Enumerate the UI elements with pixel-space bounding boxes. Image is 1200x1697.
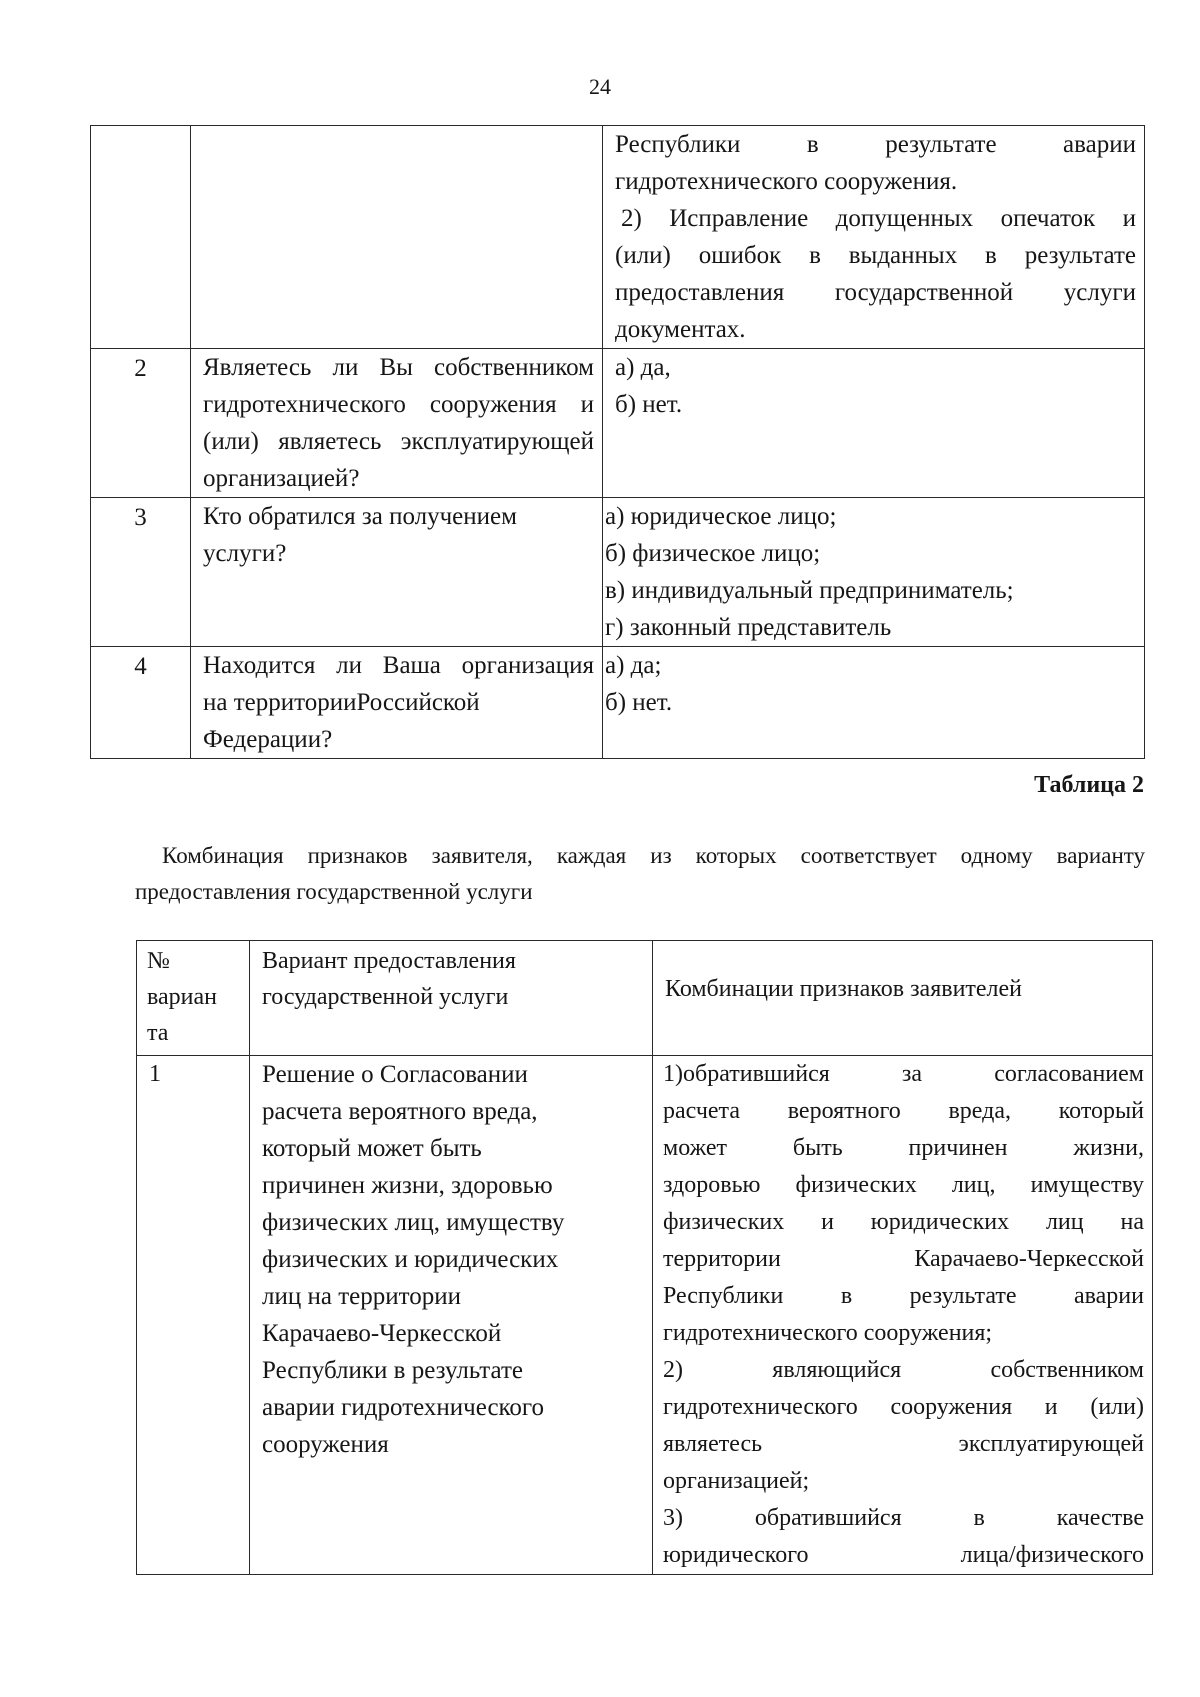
- question-line: организацией?: [203, 465, 360, 492]
- answer-line: (или) ошибок в выданных в результате: [615, 242, 1136, 269]
- variant-line: который может быть: [262, 1135, 482, 1162]
- combination-line: юридического лица/физического: [663, 1542, 1144, 1568]
- question-line: (или) являетесь эксплуатирующей: [203, 428, 594, 455]
- table-cell-answer: [603, 498, 1145, 647]
- questions-table: [90, 125, 1145, 759]
- table-cell-question: [191, 647, 603, 759]
- table-cell-number: 3: [91, 498, 191, 647]
- variant-line: расчета вероятного вреда,: [262, 1098, 538, 1125]
- question-line: Кто обратился за получением: [203, 503, 517, 530]
- answer-line: в) индивидуальный предприниматель;: [605, 577, 1014, 604]
- header-combination: Комбинации признаков заявителей: [653, 941, 1153, 1056]
- variant-line: причинен жизни, здоровью: [262, 1172, 553, 1199]
- table-title-line: предоставления государственной услуги: [135, 879, 533, 904]
- question-line: гидротехнического сооружения и: [203, 391, 594, 418]
- combination-line: 1)обратившийся за согласованием: [663, 1061, 1144, 1087]
- header-line: Вариант предоставления: [262, 948, 516, 974]
- answer-line: б) нет.: [615, 391, 683, 418]
- header-line: вариан: [147, 984, 218, 1010]
- combination-line: Республики в результате аварии: [663, 1283, 1144, 1309]
- table-cell-answer: [603, 126, 1145, 349]
- variant-line: сооружения: [262, 1431, 389, 1458]
- answer-line: 2) Исправление допущенных опечаток и: [621, 205, 1136, 232]
- table-header-row: [137, 941, 1153, 1056]
- combination-line: являетесь эксплуатирующей: [663, 1431, 1144, 1457]
- combination-line: расчета вероятного вреда, который: [663, 1098, 1144, 1124]
- table-cell-question: [191, 349, 603, 498]
- answer-line: документах.: [615, 316, 746, 343]
- question-line: Находится ли Ваша организация: [203, 652, 594, 679]
- combination-line: может быть причинен жизни,: [663, 1135, 1144, 1161]
- combination-line: 3) обратившийся в качестве: [663, 1505, 1144, 1531]
- table-cell-variant: [250, 1056, 653, 1575]
- table-row: [91, 498, 1145, 647]
- combination-line: организацией;: [663, 1468, 810, 1494]
- table-cell-number: [91, 126, 191, 349]
- answer-line: а) юридическое лицо;: [605, 503, 837, 530]
- question-line: на территорииРоссийской: [203, 689, 480, 716]
- combination-line: физических и юридических лиц на: [663, 1209, 1144, 1235]
- header-line: государственной услуги: [262, 984, 509, 1010]
- variant-line: лиц на территории: [262, 1283, 461, 1310]
- table-cell-question: [191, 126, 603, 349]
- table-title: [135, 838, 1145, 910]
- question-line: Являетесь ли Вы собственником: [203, 354, 594, 381]
- answer-line: б) нет.: [605, 689, 673, 716]
- variant-line: физических лиц, имуществу: [262, 1209, 565, 1236]
- combination-line: гидротехнического сооружения;: [663, 1320, 993, 1346]
- table-cell-answer: [603, 647, 1145, 759]
- combination-line: гидротехнического сооружения и (или): [663, 1394, 1144, 1420]
- header-line: №: [147, 948, 170, 974]
- variant-line: Карачаево-Черкесской: [262, 1320, 502, 1347]
- variants-table: [136, 940, 1153, 1575]
- answer-line: а) да,: [615, 354, 671, 381]
- page-number: 24: [589, 74, 611, 99]
- answer-line: Республики в результате аварии: [615, 131, 1136, 158]
- variant-line: Решение о Согласовании: [262, 1061, 528, 1088]
- question-line: Федерации?: [203, 726, 333, 753]
- combination-line: 2) являющийся собственником: [663, 1357, 1144, 1383]
- table-cell-number: 4: [91, 647, 191, 759]
- table-caption: Таблица 2: [1034, 772, 1144, 798]
- header-variant-number: [137, 941, 250, 1056]
- table-row: [91, 126, 1145, 349]
- table-cell-number: 2: [91, 349, 191, 498]
- answer-line: г) законный представитель: [605, 614, 892, 641]
- variant-line: физических и юридических: [262, 1246, 559, 1273]
- header-line: та: [147, 1020, 169, 1046]
- answer-line: предоставления государственной услуги: [615, 279, 1136, 306]
- variant-line: аварии гидротехнического: [262, 1394, 545, 1421]
- combination-line: здоровью физических лиц, имуществу: [663, 1172, 1144, 1198]
- variant-line: Республики в результате: [262, 1357, 523, 1384]
- answer-line: б) физическое лицо;: [605, 540, 821, 567]
- answer-line: а) да;: [605, 652, 662, 679]
- combination-line: территории Карачаево-Черкесской: [663, 1246, 1144, 1272]
- table-row: [91, 647, 1145, 759]
- table-row: [137, 1056, 1153, 1575]
- table-cell-number: 1: [137, 1056, 250, 1575]
- table-row: [91, 349, 1145, 498]
- table-cell-combination: [653, 1056, 1153, 1575]
- table-title-line: Комбинация признаков заявителя, каждая из которых соответствует одному варианту: [162, 843, 1145, 868]
- answer-line: гидротехнического сооружения.: [615, 168, 958, 195]
- table-cell-answer: [603, 349, 1145, 498]
- table-cell-question: [191, 498, 603, 647]
- header-variant: [250, 941, 653, 1056]
- question-line: услуги?: [203, 540, 287, 567]
